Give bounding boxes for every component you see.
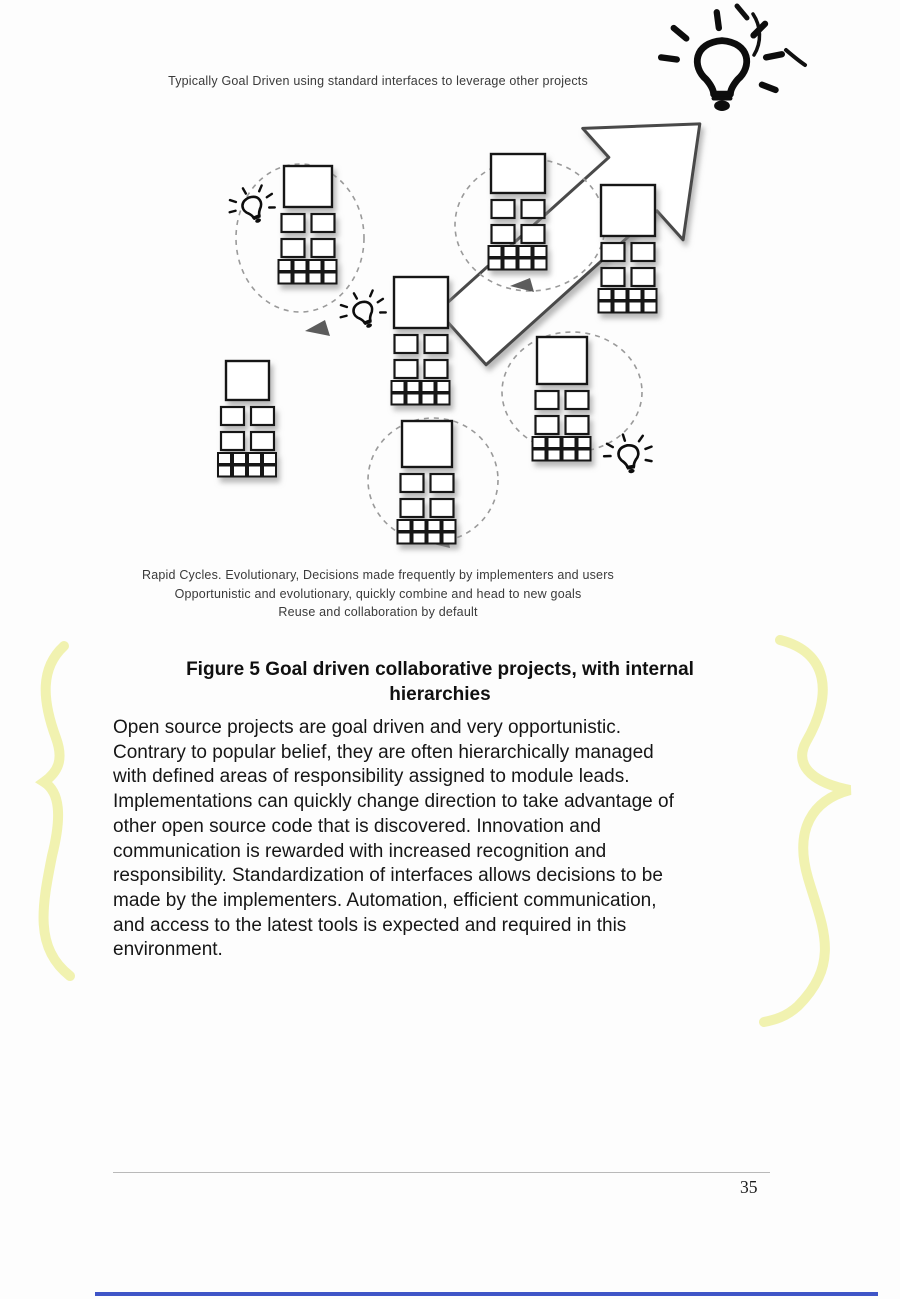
module-box-medium xyxy=(536,391,559,409)
module-box-medium xyxy=(492,200,515,218)
module-box-medium xyxy=(522,225,545,243)
body-line: Implementations can quickly change direction to take advantage of xyxy=(113,791,674,813)
project-cluster xyxy=(489,154,547,270)
module-box-small xyxy=(563,437,576,448)
module-box-medium xyxy=(282,239,305,257)
module-box-small xyxy=(534,246,547,257)
module-box-small xyxy=(578,450,591,461)
module-box-small xyxy=(629,302,642,313)
module-box-medium xyxy=(536,416,559,434)
module-box-medium xyxy=(395,335,418,353)
module-box-small xyxy=(413,533,426,544)
module-box-small xyxy=(218,466,231,477)
module-box-small xyxy=(407,394,420,405)
module-box-small xyxy=(309,260,322,271)
module-box-small xyxy=(504,259,517,270)
figure-caption: Figure 5 Goal driven collaborative projects, with internal hierarchies xyxy=(186,659,694,705)
project-cluster xyxy=(533,337,591,461)
lightbulb-icon xyxy=(334,284,391,336)
module-box-small xyxy=(324,273,337,284)
module-box-small xyxy=(629,289,642,300)
module-box-small xyxy=(504,246,517,257)
highlight-brace-left-icon xyxy=(44,646,70,976)
module-box-small xyxy=(233,466,246,477)
module-box-medium xyxy=(282,214,305,232)
body-line: made by the implementers. Automation, efficient communication, xyxy=(113,889,657,911)
body-line: environment. xyxy=(113,939,223,961)
module-box-small xyxy=(309,273,322,284)
module-box-small xyxy=(428,520,441,531)
module-box-medium xyxy=(566,416,589,434)
module-box-small xyxy=(392,381,405,392)
module-box-small xyxy=(519,259,532,270)
module-box-small xyxy=(533,437,546,448)
body-line: with defined areas of responsibility assigned to module leads. xyxy=(113,766,630,788)
module-box-small xyxy=(248,466,261,477)
module-box-small xyxy=(614,302,627,313)
module-box-small xyxy=(413,520,426,531)
module-box-small xyxy=(398,520,411,531)
module-box-small xyxy=(294,273,307,284)
module-box-medium xyxy=(401,499,424,517)
project-cluster xyxy=(279,166,337,284)
module-box-large xyxy=(601,185,655,236)
cycle-arrowhead-icon xyxy=(305,320,330,336)
module-box-small xyxy=(392,394,405,405)
module-box-medium xyxy=(492,225,515,243)
lightbulb-icon xyxy=(223,179,280,231)
module-box-small xyxy=(533,450,546,461)
module-box-small xyxy=(534,259,547,270)
module-box-medium xyxy=(425,335,448,353)
module-box-medium xyxy=(251,432,274,450)
module-box-small xyxy=(548,450,561,461)
module-box-medium xyxy=(221,432,244,450)
body-line: Open source projects are goal driven and very opportunistic. xyxy=(113,717,621,738)
module-box-small xyxy=(489,259,502,270)
module-box-small xyxy=(443,520,456,531)
body-paragraph xyxy=(113,716,793,963)
module-box-small xyxy=(428,533,441,544)
module-box-large xyxy=(394,277,448,328)
module-box-small xyxy=(614,289,627,300)
module-box-small xyxy=(519,246,532,257)
module-box-medium xyxy=(602,268,625,286)
module-box-small xyxy=(233,453,246,464)
module-box-small xyxy=(422,381,435,392)
lightbulb-icon xyxy=(601,430,655,477)
module-box-medium xyxy=(312,214,335,232)
module-box-medium xyxy=(395,360,418,378)
body-line: Contrary to popular belief, they are often hierarchically managed xyxy=(113,741,654,763)
module-box-small xyxy=(263,453,276,464)
module-box-small xyxy=(263,466,276,477)
project-cluster xyxy=(398,421,456,544)
body-line: communication is rewarded with increased recognition and xyxy=(113,840,607,862)
module-box-small xyxy=(443,533,456,544)
module-box-medium xyxy=(632,268,655,286)
module-box-large xyxy=(491,154,545,193)
project-cluster xyxy=(392,277,450,405)
module-box-small xyxy=(407,381,420,392)
body-line: and access to the latest tools is expected and required in this xyxy=(113,914,627,936)
diagram-content xyxy=(218,12,782,548)
module-box-large xyxy=(537,337,587,384)
goal-lightbulb-icon xyxy=(661,12,782,111)
module-box-small xyxy=(578,437,591,448)
figure-bottom-caption-line: Opportunistic and evolutionary, quickly combine and head to new goals xyxy=(174,586,582,601)
module-box-small xyxy=(279,273,292,284)
body-line: other open source code that is discovered. Innovation and xyxy=(113,815,601,837)
bottom-blue-line xyxy=(95,1292,878,1296)
module-box-small xyxy=(248,453,261,464)
body-line: responsibility. Standardization of interfaces allows decisions to be xyxy=(113,865,663,887)
page-number: 35 xyxy=(740,1177,758,1197)
module-box-small xyxy=(398,533,411,544)
figure-bottom-caption-line: Reuse and collaboration by default xyxy=(278,605,478,619)
figure-bottom-caption-line: Rapid Cycles. Evolutionary, Decisions made frequently by implementers and users xyxy=(141,568,615,582)
module-box-small xyxy=(437,394,450,405)
module-box-large xyxy=(226,361,269,400)
module-box-small xyxy=(644,302,657,313)
module-box-medium xyxy=(251,407,274,425)
module-box-medium xyxy=(431,474,454,492)
module-box-small xyxy=(279,260,292,271)
module-box-small xyxy=(563,450,576,461)
module-box-medium xyxy=(425,360,448,378)
module-box-medium xyxy=(522,200,545,218)
module-box-medium xyxy=(221,407,244,425)
module-box-medium xyxy=(632,243,655,261)
module-box-small xyxy=(218,453,231,464)
module-box-small xyxy=(489,246,502,257)
figure-bottom-captions xyxy=(43,566,713,622)
module-box-small xyxy=(548,437,561,448)
module-box-medium xyxy=(431,499,454,517)
module-box-medium xyxy=(401,474,424,492)
module-box-large xyxy=(284,166,332,207)
module-box-large xyxy=(402,421,452,467)
module-box-small xyxy=(599,289,612,300)
module-box-small xyxy=(422,394,435,405)
module-box-medium xyxy=(312,239,335,257)
module-box-small xyxy=(437,381,450,392)
module-box-small xyxy=(294,260,307,271)
module-box-medium xyxy=(566,391,589,409)
project-cluster xyxy=(218,361,276,477)
module-box-small xyxy=(599,302,612,313)
module-box-medium xyxy=(602,243,625,261)
project-cluster xyxy=(599,185,657,313)
footer-rule xyxy=(113,1172,770,1173)
figure-top-caption: Typically Goal Driven using standard interfaces to leverage other projects xyxy=(168,74,588,88)
module-box-small xyxy=(324,260,337,271)
module-box-small xyxy=(644,289,657,300)
